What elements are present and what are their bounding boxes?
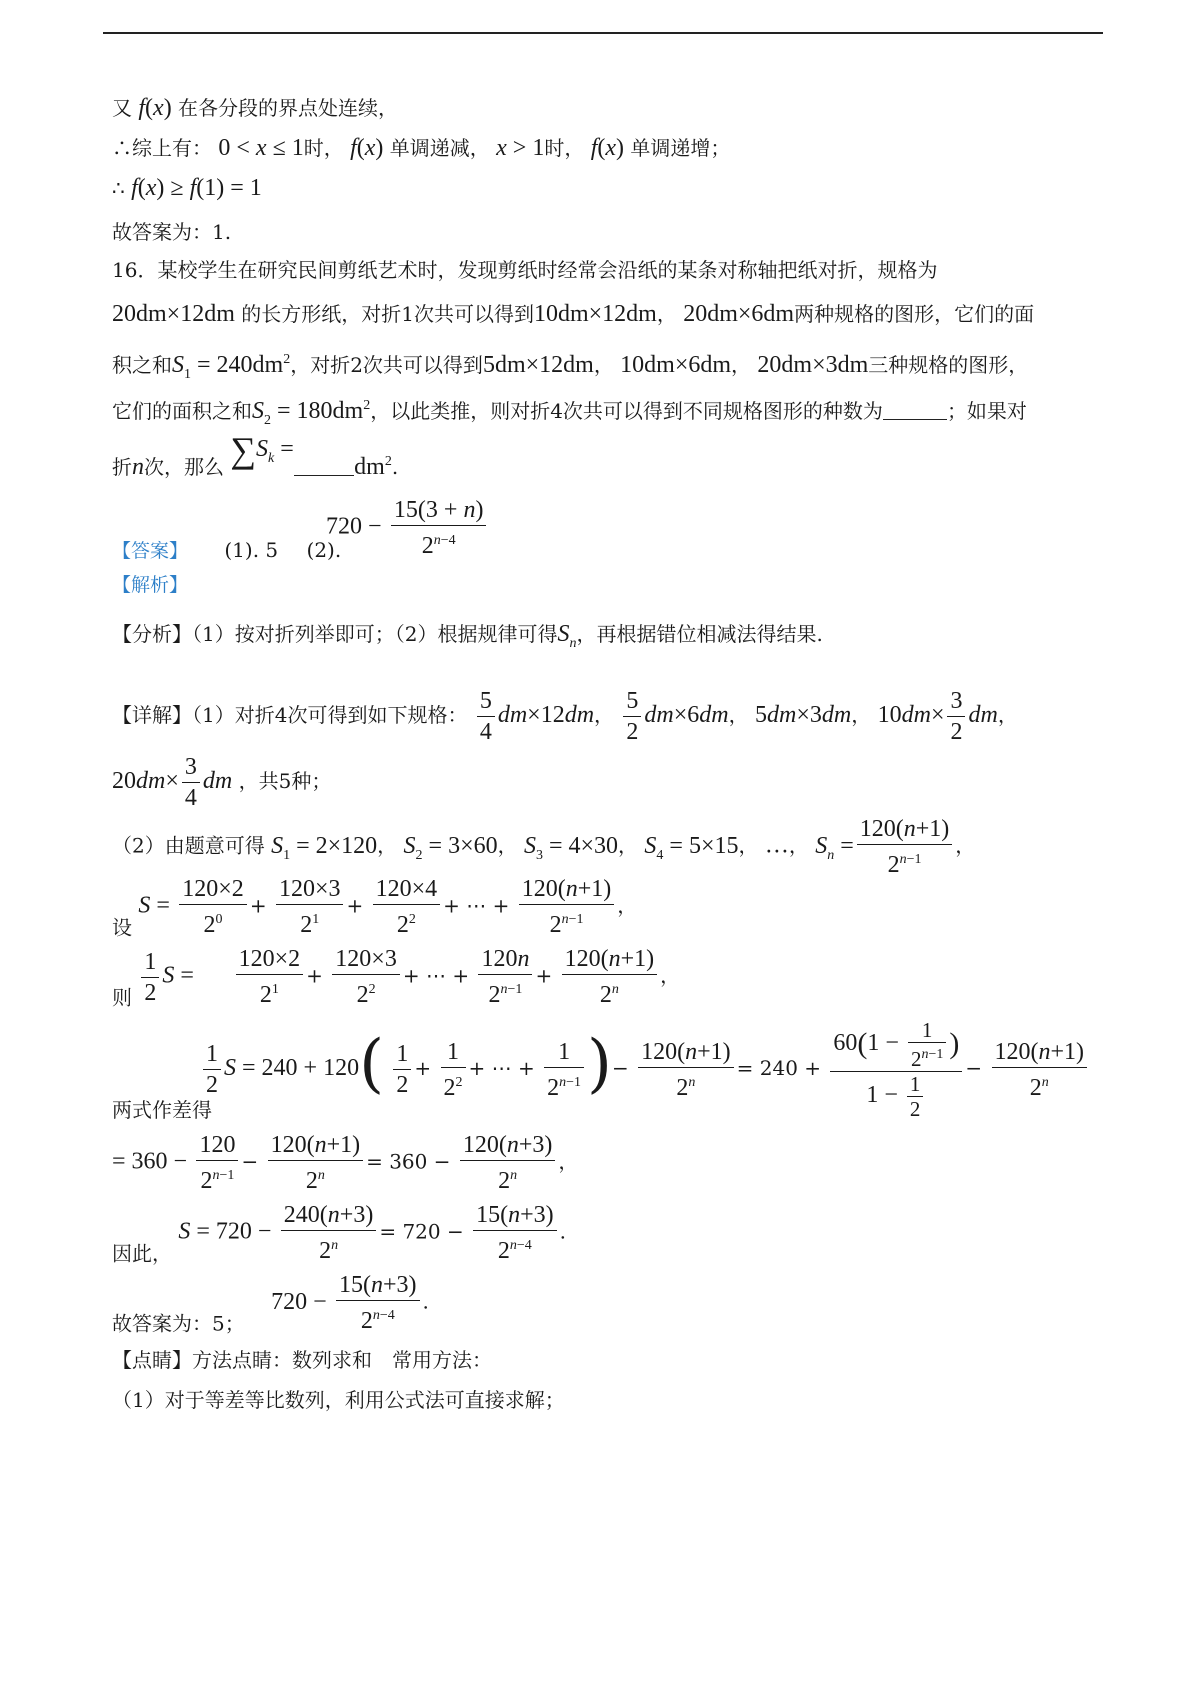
diff-result: = 360 − $\frac{120}{2^{n-1}}$ − $\frac{120(n+1)}{2^n}$ = 360 − $\frac{120(n+3)}{2^n}$ ， [112, 1132, 579, 1194]
question-16-line3: 积之和$S_1 = 240dm^2$，对折2次共可以得到5dm×12dm， 10dm×6dm， 20dm×3dm三种规格的图形， [112, 352, 1029, 382]
line-monotonic: ∴综上有： 0 < x ≤ 1时， f(x) 单调递减， x > 1时， f(x) 单调递增； [112, 135, 731, 161]
answer-blank-2 [294, 455, 354, 476]
final-answer-line: 故答案为：5； 720 − $\frac{15(n+3)}{2^{n-4}}$ . [112, 1272, 429, 1336]
question-16-line4: 它们的面积之和$S_2 = 180dm^2$，以此类推，则对折4次共可以得到不同规格图形的种数为 ；如果对 [112, 398, 1027, 428]
analysis-tag: 【解析】 [112, 574, 189, 596]
liangshi-line: 两式作差得 [112, 1098, 212, 1122]
fenxi-line: 【分析】（1）按对折列举即可；（2）根据规律可得$S_n$，再根据错位相减法得结果. [112, 621, 823, 651]
question-16-line2: 20dm×12dm 的长方形纸，对折1次共可以得到10dm×12dm， 20dm×6dm两种规格的图形，它们的面 [112, 301, 1035, 327]
question-16-line5: 折n次，那么 $\sum S_k = dm^2$. [112, 430, 399, 480]
math-fx: f(x) [138, 95, 172, 121]
answer-formula: 720 − $\frac{15(3 + n)}{2^{n-4}}$ [326, 495, 489, 561]
answer-blank-1 [883, 399, 947, 420]
set-s-line: 设 S = $\frac{120\times 2}{2^0}$ + $\frac{120\times 3}{2^1}$ + $\frac{120\times 4}{2^2}$ + ⋯ + $\frac{120(n+1)}{2^{n-1}}$ ， [112, 876, 638, 940]
method-1-line: （1）对于等差等比数列，利用公式法可直接求解； [112, 1388, 565, 1412]
line-continuity: 又 f(x) 在各分段的界点处连续， [112, 95, 399, 121]
sn-line: （2）由题意可得 $S_1 = 2\times 120$， $S_2 = 3\times 60$， $S_3 = 4\times 30$， $S_4 = 5\times 15$， …， $S_n$ = $\frac{120(n+1)}{2^{n-1}}$ ， [112, 816, 976, 878]
line-min: ∴ f(x) ≥ f(1) = 1 [112, 175, 262, 201]
question-16-intro: 16．某校学生在研究民间剪纸艺术时，发现剪纸时经常会沿纸的某条对称轴把纸对折，规格为 [112, 258, 938, 282]
answer-line: 【答案】 (1). 5 (2). [112, 538, 342, 562]
xiangjie-line: 【详解】（1）对折4次可得到如下规格： $\frac{5}{4}$ dm×12dm， $\frac{5}{2}$ dm×6dm， 5dm×3dm， 10dm× $\frac{3}{2}$ dm， [112, 688, 1018, 745]
therefore-line: 因此， S = 720 − $\frac{240(n+3)}{2^n}$ = 720 − $\frac{15(n+3)}{2^{n-4}}$ . [112, 1202, 566, 1266]
xiangjie-line2: 20dm× $\frac{3}{4}$ dm ，共5种； [112, 754, 332, 811]
line-answer-prev: 故答案为：1. [112, 220, 232, 244]
dianjing-line: 【点睛】方法点睛：数列求和 常用方法： [112, 1348, 492, 1372]
header-rule [103, 32, 1103, 34]
half-s-line: 则 $\frac{1}{2}$ S = $\frac{120\times 2}{2^1}$ + $\frac{120\times 3}{2^2}$ + ⋯ + $\frac{120n}{2^{n-1}}$ + $\frac{120(n+1)}{2^n}$ ， [112, 946, 681, 1010]
diff-equation: $\frac{1}{2}$ S = 240 + 120( $\frac{1}{2}$ + $\frac{1}{2^2}$ + ⋯ + $\frac{1}{2^{n-1}}$ )− $\frac{120(n+1)}{2^n}$ = 240 + 60(1 − $\frac{1}{2^{n-1}}$ ) 1 − $\frac{1}{2}$ − $\frac{120(n+1)}{2^n}$ [200, 1018, 1090, 1121]
